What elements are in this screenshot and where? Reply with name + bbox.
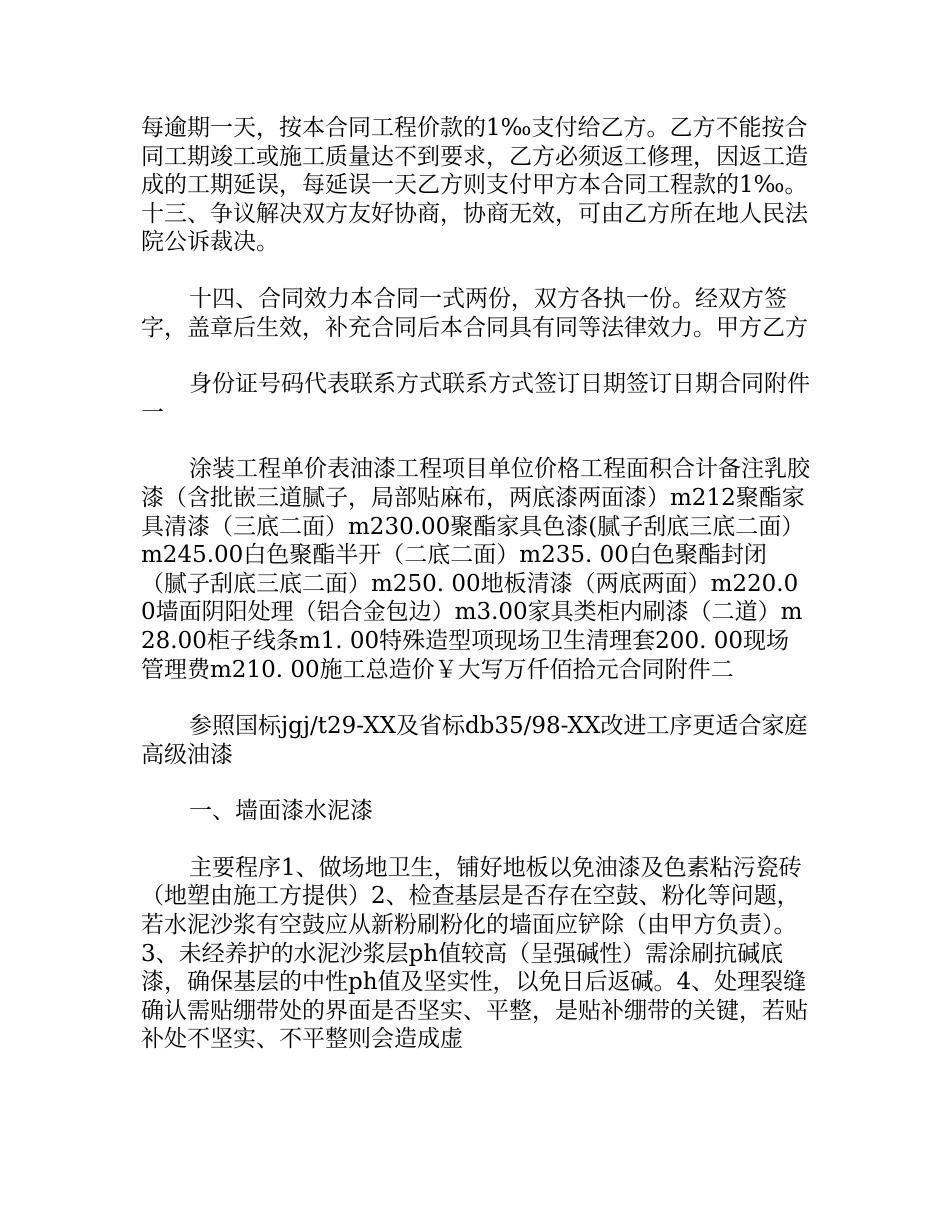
paragraph-signature-fields: 身份证号码代表联系方式联系方式签订日期签订日期合同附件一 — [141, 371, 810, 426]
paragraph-price-table: 涂装工程单价表油漆工程项目单位价格工程面积合计备注乳胶漆（含批嵌三道腻子，局部贴麻布，两底漆两面漆）m212聚酯家具清漆（三底二面）m230.00聚酯家具色漆(腻子刮底三底二面）m245.00白色聚酯半开（二底二面）m235. 00白色聚酯封闭（腻子刮底三底二面）m250. 00地板清漆（两底两面）m220.00墙面阴阳处理（铝合金包边）m3.00家具类柜内刷漆（二道）m28.00柜子线条m1. 00特殊造型项现场卫生清理套200. 00现场管理费m210. 00施工总造价￥大写万仟佰拾元合同附件二 — [141, 456, 810, 683]
section-heading-wall-paint: 一、墙面漆水泥漆 — [189, 798, 373, 825]
paragraph-main-procedure: 主要程序1、做场地卫生，铺好地板以免油漆及色素粘污瓷砖（地塑由施工方提供）2、检查基层是否存在空鼓、粉化等问题，若水泥沙浆有空鼓应从新粉刷粉化的墙面应铲除（由甲方负责）。3、未经养护的水泥沙浆层ph值较高（呈强碱性）需涂刷抗碱底漆，确保基层的中性ph值及坚实性，以免日后返碱。4、处理裂缝确认需贴绷带处的界面是否坚实、平整，是贴补绷带的关键，若贴补处不坚实、不平整则会造成虚 — [141, 854, 808, 1053]
paragraph-penalty-clause: 每逾期一天，按本合同工程价款的1‰支付给乙方。乙方不能按合同工期竣工或施工质量达不到要求，乙方必须返工修理，因返工造成的工期延误，每延误一天乙方则支付甲方本合同工程款的1‰。十三、争议解决双方友好协商，协商无效，可由乙方所在地人民法院公诉裁决。 — [141, 115, 808, 256]
document-body — [141, 114, 811, 1082]
paragraph-contract-validity: 十四、合同效力本合同一式两份，双方各执一份。经双方签字，盖章后生效，补充合同后本合同具有同等法律效力。甲方乙方 — [141, 285, 808, 341]
paragraph-standards-reference: 参照国标jgj/t29-XX及省标db35/98-XX改进工序更适合家庭高级油漆 — [141, 713, 808, 768]
